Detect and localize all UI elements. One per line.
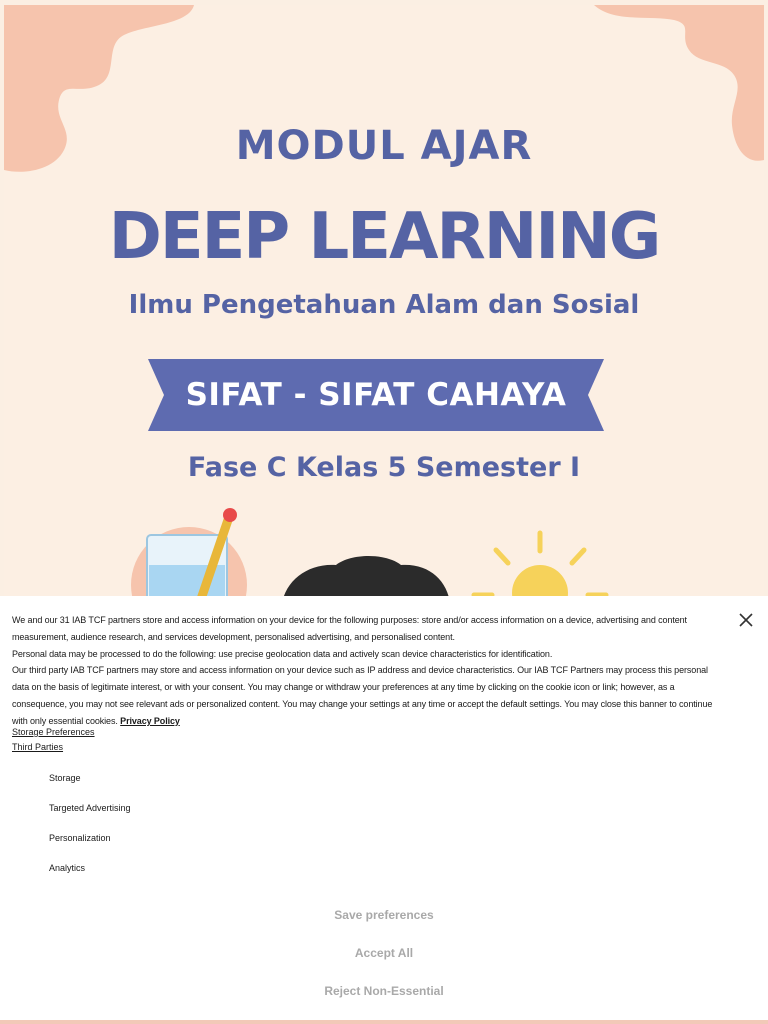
reject-non-essential-button[interactable]: Reject Non-Essential bbox=[324, 984, 444, 998]
consent-paragraph-processing: Personal data may be processed to do the following: use precise geolocation data and actively scan device characteristics for identification. bbox=[12, 648, 553, 659]
category-personalization[interactable]: Personalization bbox=[49, 833, 111, 843]
category-storage[interactable]: Storage bbox=[49, 773, 81, 783]
cookie-consent-banner bbox=[0, 596, 768, 1020]
consent-paragraph-partners-text: Our third party IAB TCF partners may store and access information on your device such as IP address and device characteristics. Our IAB TCF Partners may process this personal data on the basis of legitimate interest, or with your consent. You may change or withdraw your preferences at any time by clicking on the cookie icon or link; however, as a consequence, you may not see relevant ads or personalized content. You may change your settings at any time or accept the default settings. You may close this banner to continue with only essential cookies. bbox=[12, 665, 713, 726]
cover-title-top: MODUL AJAR bbox=[235, 123, 533, 169]
save-preferences-button[interactable]: Save preferences bbox=[334, 908, 434, 922]
consent-text bbox=[12, 612, 727, 730]
close-icon[interactable] bbox=[736, 610, 756, 630]
beaker-illustration bbox=[129, 505, 259, 605]
cover-subtitle: Ilmu Pengetahuan Alam dan Sosial bbox=[128, 290, 640, 320]
lightbulb-illustration bbox=[466, 525, 616, 605]
ribbon-banner bbox=[148, 359, 604, 431]
consent-links bbox=[12, 725, 95, 754]
consent-paragraph-purposes: We and our 31 IAB TCF partners store and access information on your device for the following purposes: store and/or access information on a device, advertising and content measurement, audience research, and services development, personalised advertising, and personalised content. bbox=[12, 615, 687, 642]
third-parties-link[interactable]: Third Parties bbox=[12, 741, 64, 752]
category-analytics[interactable]: Analytics bbox=[49, 863, 86, 873]
document-cover bbox=[4, 5, 764, 605]
storage-preferences-link[interactable]: Storage Preferences bbox=[12, 727, 95, 737]
accept-all-button[interactable]: Accept All bbox=[354, 946, 414, 960]
bottom-edge-strip bbox=[0, 1020, 768, 1024]
consent-paragraph-partners bbox=[12, 662, 727, 729]
cover-title-main: DEEP LEARNING bbox=[108, 200, 660, 274]
ribbon-text: SIFAT - SIFAT CAHAYA bbox=[185, 377, 567, 413]
privacy-policy-link[interactable]: Privacy Policy bbox=[120, 715, 180, 726]
cover-phase: Fase C Kelas 5 Semester I bbox=[187, 452, 581, 483]
category-targeted-advertising[interactable]: Targeted Advertising bbox=[49, 803, 131, 813]
